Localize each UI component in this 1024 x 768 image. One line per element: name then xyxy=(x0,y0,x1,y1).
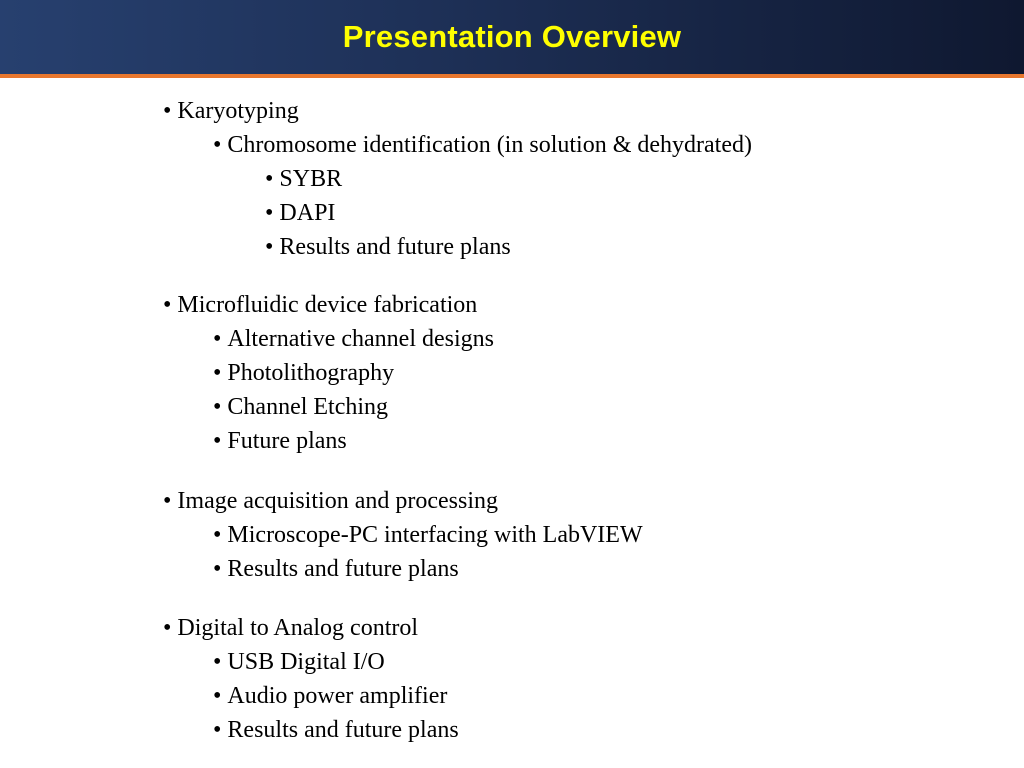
outline-item-label: Results and future plans xyxy=(279,234,511,260)
outline-subitem-photolithography xyxy=(213,359,394,387)
bullet: • xyxy=(213,394,222,420)
bullet: • xyxy=(213,649,222,675)
outline-subitem-results xyxy=(213,716,459,744)
bullet: • xyxy=(213,522,222,548)
bullet: • xyxy=(213,326,222,352)
bullet: • xyxy=(163,98,172,124)
outline-item-label: Future plans xyxy=(227,428,347,454)
outline-item-label: Alternative channel designs xyxy=(227,326,494,352)
bullet: • xyxy=(265,200,274,226)
bullet: • xyxy=(213,683,222,709)
outline-item-label: SYBR xyxy=(279,166,343,192)
bullet: • xyxy=(213,360,222,386)
bullet: • xyxy=(265,234,274,260)
outline-item-label: USB Digital I/O xyxy=(227,649,385,675)
outline-item-label: Results and future plans xyxy=(227,717,459,743)
bullet: • xyxy=(163,615,172,641)
outline-item-label: DAPI xyxy=(279,200,336,226)
outline-subitem-usb-digital-io xyxy=(213,648,385,676)
outline-subitem-chromosome-identification xyxy=(213,131,752,159)
outline-subitem-future-plans xyxy=(213,427,347,455)
slide-title: Presentation Overview xyxy=(342,19,682,54)
bullet: • xyxy=(163,292,172,318)
outline-subitem-labview xyxy=(213,521,643,549)
bullet: • xyxy=(213,717,222,743)
bullet: • xyxy=(163,488,172,514)
outline-item-label: Photolithography xyxy=(227,360,395,386)
outline-item-label: Digital to Analog control xyxy=(177,615,419,641)
bullet: • xyxy=(213,132,222,158)
outline-subsubitem-sybr xyxy=(265,165,342,193)
bullet: • xyxy=(213,556,222,582)
outline-item-microfluidic xyxy=(163,291,477,319)
outline-item-label: Chromosome identification (in solution & dehydrated) xyxy=(227,132,752,158)
outline-item-label: Channel Etching xyxy=(227,394,389,420)
outline-subsubitem-dapi xyxy=(265,199,335,227)
outline-subitem-audio-amplifier xyxy=(213,682,447,710)
outline-item-image-acquisition xyxy=(163,487,498,515)
outline-item-label: Microfluidic device fabrication xyxy=(177,292,478,318)
bullet: • xyxy=(265,166,274,192)
outline-item-label: Image acquisition and processing xyxy=(177,488,498,514)
outline-item-label: Karyotyping xyxy=(177,98,299,124)
outline-subsubitem-results xyxy=(265,233,511,261)
outline-subitem-channel-etching xyxy=(213,393,388,421)
outline-item-karyotyping xyxy=(163,97,299,125)
outline-item-label: Results and future plans xyxy=(227,556,459,582)
bullet: • xyxy=(213,428,222,454)
outline-item-digital-analog xyxy=(163,614,418,642)
outline-subitem-results xyxy=(213,555,459,583)
outline-item-label: Microscope-PC interfacing with LabVIEW xyxy=(227,522,643,548)
outline-subitem-channel-designs xyxy=(213,325,494,353)
outline-item-label: Audio power amplifier xyxy=(227,683,448,709)
